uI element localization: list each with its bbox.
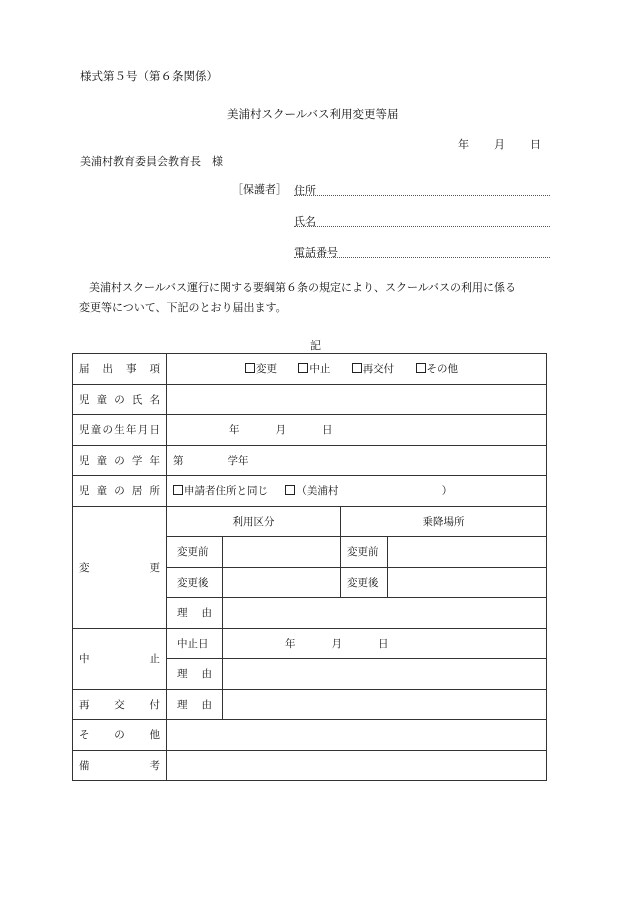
child-birth-label: 児童の生年月日 (73, 415, 167, 446)
row-stop-date (73, 628, 547, 659)
place-before-label: 変更前 (341, 537, 388, 568)
option-stop[interactable]: 中止 (298, 363, 330, 375)
child-name-label: 児童の氏名 (73, 384, 167, 415)
residence-miho-option[interactable]: （美浦村 (285, 485, 338, 497)
checkbox-icon[interactable] (245, 363, 255, 373)
other-label: その他 (73, 720, 167, 751)
child-name-field[interactable] (167, 384, 547, 415)
application-table (72, 353, 547, 781)
row-child-grade (73, 445, 547, 476)
ki-label: 記 (310, 339, 321, 352)
guardian-address-label: 住所 (294, 184, 316, 197)
checkbox-icon[interactable] (285, 485, 295, 495)
reissue-reason-label: 理由 (167, 689, 223, 720)
row-change-header (73, 506, 547, 537)
checkbox-icon[interactable] (416, 363, 426, 373)
child-residence-field: 申請者住所と同じ （美浦村 ） (167, 476, 547, 507)
guardian-phone-field[interactable] (294, 245, 550, 258)
date-year-label: 年 (458, 138, 469, 151)
option-change[interactable]: 変更 (245, 363, 277, 375)
form-number: 様式第５号（第６条関係） (80, 69, 218, 83)
row-child-name (73, 384, 547, 415)
guardian-label: ［保護者］ (232, 183, 287, 196)
place-after-field[interactable] (388, 567, 547, 598)
row-remarks (73, 750, 547, 781)
row-reissue (73, 689, 547, 720)
other-field[interactable] (167, 720, 547, 751)
option-other[interactable]: その他 (416, 363, 459, 375)
usage-after-field[interactable] (223, 567, 341, 598)
stop-label: 中止 (73, 628, 167, 689)
body-text-line2: 変更等について、下記のとおり届出ます。 (79, 301, 287, 314)
notify-options (167, 354, 547, 385)
checkbox-icon[interactable] (298, 363, 308, 373)
child-birth-field[interactable]: 年 月 日 (167, 415, 547, 446)
page-title: 美浦村スクールバス利用変更等届 (227, 107, 399, 121)
row-notify-item (73, 354, 547, 385)
usage-class-header: 利用区分 (167, 506, 341, 537)
row-child-birth (73, 415, 547, 446)
remarks-field[interactable] (167, 750, 547, 781)
change-reason-field[interactable] (223, 598, 547, 629)
row-other (73, 720, 547, 751)
residence-same-option[interactable]: 申請者住所と同じ (173, 485, 268, 497)
stop-date-field[interactable]: 年 月 日 (223, 628, 547, 659)
guardian-phone-label: 電話番号 (294, 246, 338, 259)
usage-before-label: 変更前 (167, 537, 223, 568)
notify-item-label: 届出事項 (73, 354, 167, 385)
reissue-reason-field[interactable] (223, 689, 547, 720)
guardian-address-field[interactable] (294, 183, 550, 196)
change-reason-label: 理由 (167, 598, 223, 629)
boarding-place-header: 乗降場所 (341, 506, 547, 537)
change-label: 変更 (73, 506, 167, 628)
addressee: 美浦村教育委員会教育長 様 (80, 155, 223, 168)
checkbox-icon[interactable] (173, 485, 183, 495)
stop-reason-label: 理由 (167, 659, 223, 690)
date-month-label: 月 (494, 138, 505, 151)
child-grade-field[interactable]: 第 学年 (167, 445, 547, 476)
checkbox-icon[interactable] (352, 363, 362, 373)
child-residence-label: 児童の居所 (73, 476, 167, 507)
guardian-name-field[interactable] (294, 214, 550, 227)
usage-after-label: 変更後 (167, 567, 223, 598)
usage-before-field[interactable] (223, 537, 341, 568)
stop-reason-field[interactable] (223, 659, 547, 690)
reissue-label: 再交付 (73, 689, 167, 720)
date-day-label: 日 (530, 138, 541, 151)
stop-date-label: 中止日 (167, 628, 223, 659)
body-text-line1: 美浦村スクールバス運行に関する要綱第６条の規定により、スクールバスの利用に係る (89, 281, 517, 294)
remarks-label: 備考 (73, 750, 167, 781)
guardian-name-label: 氏名 (294, 215, 316, 228)
place-after-label: 変更後 (341, 567, 388, 598)
place-before-field[interactable] (388, 537, 547, 568)
row-child-residence (73, 476, 547, 507)
option-reissue[interactable]: 再交付 (352, 363, 395, 375)
child-grade-label: 児童の学年 (73, 445, 167, 476)
